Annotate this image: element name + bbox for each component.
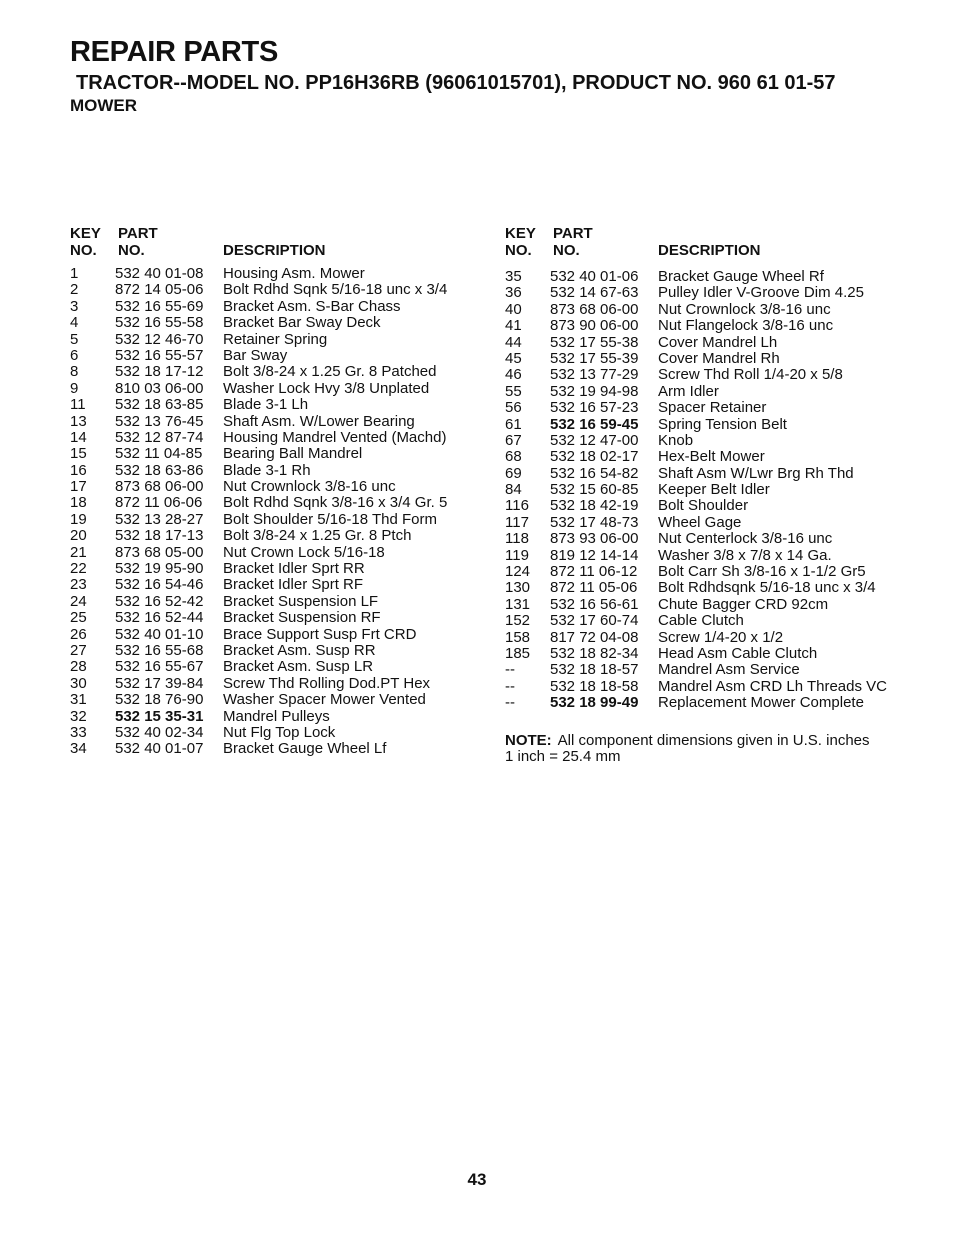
key-number: 28 — [70, 658, 87, 676]
table-row — [70, 561, 470, 577]
key-header-line2: NO. — [70, 242, 97, 259]
part-description: Bolt Shoulder — [658, 497, 749, 515]
table-row — [505, 613, 925, 629]
key-header-line1: KEY — [70, 225, 101, 242]
part-number: 532 18 63-86 — [115, 461, 204, 479]
part-number: 532 18 82-34 — [550, 644, 639, 662]
part-number: 532 16 55-68 — [115, 641, 204, 659]
key-number: 9 — [70, 379, 79, 397]
part-description: Bracket Asm. Susp RR — [223, 641, 376, 659]
key-header-line2: NO. — [505, 242, 532, 259]
table-row — [70, 381, 470, 397]
part-description: Cable Clutch — [658, 612, 744, 630]
table-row — [505, 433, 925, 449]
model-subtitle: TRACTOR--MODEL NO. PP16H36RB (96061015701), PRODUCT NO. 960 61 01-57 — [76, 72, 836, 94]
key-number: 19 — [70, 510, 87, 528]
part-number: 532 11 04-85 — [115, 445, 203, 463]
part-description: Brace Support Susp Frt CRD — [223, 625, 417, 643]
table-row — [505, 515, 925, 531]
key-number: 31 — [70, 691, 87, 709]
part-description: Mandrel Asm Service — [658, 661, 800, 679]
key-number: 118 — [505, 530, 529, 548]
part-description: Blade 3-1 Lh — [223, 396, 309, 414]
part-description: Bolt Carr Sh 3/8-16 x 1-1/2 Gr5 — [658, 563, 866, 581]
part-description: Keeper Belt Idler — [658, 481, 770, 499]
part-description: Nut Flg Top Lock — [223, 723, 336, 741]
key-number: 69 — [505, 464, 522, 482]
part-number: 873 90 06-00 — [550, 317, 639, 335]
table-row — [70, 528, 470, 544]
part-number: 872 11 06-06 — [115, 494, 203, 512]
key-number: 4 — [70, 314, 79, 332]
part-description: Mandrel Pulleys — [223, 707, 330, 725]
key-number: 33 — [70, 723, 87, 741]
table-row — [505, 498, 925, 514]
part-number: 532 18 18-57 — [550, 661, 639, 679]
part-number: 532 17 48-73 — [550, 513, 639, 531]
part-number: 532 19 94-98 — [550, 382, 639, 400]
key-number: 67 — [505, 431, 522, 449]
part-number: 532 40 02-34 — [115, 723, 204, 741]
part-description: Bracket Asm. S-Bar Chass — [223, 297, 401, 315]
table-row — [505, 531, 925, 547]
part-number: 873 68 06-00 — [115, 478, 204, 496]
part-description: Bolt 3/8-24 x 1.25 Gr. 8 Patched — [223, 363, 437, 381]
part-header-line1: PART — [118, 225, 158, 242]
part-description: Housing Mandrel Vented (Machd) — [223, 428, 447, 446]
key-number: 5 — [70, 330, 79, 348]
part-number: 872 11 06-12 — [550, 563, 638, 581]
key-number: 20 — [70, 527, 87, 545]
description-header: DESCRIPTION — [223, 242, 326, 259]
part-description: Screw Thd Rolling Dod.PT Hex — [223, 674, 431, 692]
note-label: NOTE: — [505, 732, 552, 749]
part-description: Screw 1/4-20 x 1/2 — [658, 628, 784, 646]
part-description: Bolt Shoulder 5/16-18 Thd Form — [223, 510, 438, 528]
table-row — [70, 659, 470, 675]
part-description: Replacement Mower Complete — [658, 694, 864, 712]
part-number: 873 93 06-00 — [550, 530, 639, 548]
part-number: 532 18 42-19 — [550, 497, 639, 515]
key-number: 56 — [505, 399, 522, 417]
part-description: Spacer Retainer — [658, 399, 767, 417]
part-description: Retainer Spring — [223, 330, 328, 348]
key-number: 55 — [505, 382, 522, 400]
table-row — [70, 709, 470, 725]
part-number: 532 40 01-06 — [550, 268, 639, 285]
parts-table-left — [70, 225, 470, 758]
table-row — [70, 479, 470, 495]
key-number: 117 — [505, 513, 529, 531]
part-description: Bolt Rdhd Sqnk 3/8-16 x 3/4 Gr. 5 — [223, 494, 448, 512]
part-number: 532 19 95-90 — [115, 560, 204, 578]
table-row — [70, 397, 470, 413]
page-title: REPAIR PARTS — [70, 36, 279, 68]
part-header-line2: NO. — [118, 242, 145, 259]
key-number: 119 — [505, 546, 529, 564]
table-row — [70, 315, 470, 331]
key-number: 27 — [70, 641, 87, 659]
part-description: Bolt 3/8-24 x 1.25 Gr. 8 Ptch — [223, 527, 412, 545]
table-row — [505, 335, 925, 351]
part-description: Bolt Rdhdsqnk 5/16-18 unc x 3/4 — [658, 579, 876, 597]
part-description: Bracket Idler Sprt RF — [223, 576, 364, 594]
table-row — [505, 679, 925, 695]
part-number: 532 18 99-49 — [550, 694, 639, 712]
part-number: 532 40 01-07 — [115, 740, 204, 758]
part-description: Arm Idler — [658, 382, 719, 400]
table-row — [505, 318, 925, 334]
part-description: Bar Sway — [223, 346, 288, 364]
part-number: 532 12 87-74 — [115, 428, 204, 446]
key-number: 152 — [505, 612, 531, 630]
key-number: 15 — [70, 445, 87, 463]
key-number: 36 — [505, 284, 522, 302]
table-row — [70, 725, 470, 741]
table-row — [70, 643, 470, 659]
table-row — [505, 367, 925, 383]
key-number: 84 — [505, 481, 522, 499]
key-number: 21 — [70, 543, 87, 561]
table-row — [505, 564, 925, 580]
key-number: 44 — [505, 333, 522, 351]
table-row — [505, 695, 925, 711]
part-number: 532 14 67-63 — [550, 284, 639, 302]
table-row — [70, 512, 470, 528]
part-description: Cover Mandrel Lh — [658, 333, 778, 351]
part-description: Knob — [658, 431, 694, 449]
part-number: 532 18 63-85 — [115, 396, 204, 414]
part-number: 532 17 39-84 — [115, 674, 204, 692]
table-row — [70, 463, 470, 479]
part-number: 532 18 17-13 — [115, 527, 204, 545]
part-number: 532 12 47-00 — [550, 431, 639, 449]
part-description: Nut Crown Lock 5/16-18 — [223, 543, 385, 561]
table-row — [505, 302, 925, 318]
part-description: Bearing Ball Mandrel — [223, 445, 363, 463]
part-number: 532 40 01-10 — [115, 625, 204, 643]
part-description: Nut Centerlock 3/8-16 unc — [658, 530, 833, 548]
dimension-note — [505, 733, 925, 766]
key-number: 158 — [505, 628, 531, 646]
part-number: 819 12 14-14 — [550, 546, 639, 564]
key-number: 13 — [70, 412, 87, 430]
key-number: 45 — [505, 349, 522, 367]
key-number: 1 — [70, 265, 79, 282]
table-row — [505, 630, 925, 646]
table-row — [70, 348, 470, 364]
parts-list-right — [505, 269, 925, 712]
part-number: 532 13 77-29 — [550, 366, 639, 384]
description-header: DESCRIPTION — [658, 242, 761, 259]
key-number: 34 — [70, 740, 87, 758]
part-number: 532 15 60-85 — [550, 481, 639, 499]
part-number: 817 72 04-08 — [550, 628, 639, 646]
table-row — [70, 266, 470, 282]
table-row — [70, 282, 470, 298]
key-number: 17 — [70, 478, 87, 496]
part-description: Bracket Gauge Wheel Rf — [658, 268, 824, 285]
part-description: Bracket Idler Sprt RR — [223, 560, 365, 578]
key-number: 40 — [505, 300, 522, 318]
key-number: 18 — [70, 494, 87, 512]
part-description: Head Asm Cable Clutch — [658, 644, 818, 662]
part-number: 532 16 55-57 — [115, 346, 204, 364]
key-number: 2 — [70, 281, 79, 299]
table-row — [70, 495, 470, 511]
key-number: -- — [505, 661, 515, 679]
part-description: Cover Mandrel Rh — [658, 349, 780, 367]
part-number: 532 16 59-45 — [550, 415, 639, 433]
key-number: -- — [505, 677, 515, 695]
part-number: 810 03 06-00 — [115, 379, 204, 397]
part-number: 532 17 60-74 — [550, 612, 639, 630]
table-row — [505, 417, 925, 433]
table-row — [505, 351, 925, 367]
key-number: -- — [505, 694, 515, 712]
table-row — [505, 384, 925, 400]
key-number: 35 — [505, 268, 522, 285]
key-number: 41 — [505, 317, 522, 335]
part-description: Bracket Bar Sway Deck — [223, 314, 381, 332]
key-number: 6 — [70, 346, 79, 364]
part-number: 532 16 55-69 — [115, 297, 204, 315]
table-row — [505, 466, 925, 482]
key-number: 3 — [70, 297, 79, 315]
table-row — [70, 692, 470, 708]
table-row — [70, 545, 470, 561]
key-number: 14 — [70, 428, 87, 446]
part-number: 872 14 05-06 — [115, 281, 204, 299]
key-number: 46 — [505, 366, 522, 384]
note-text: All component dimensions given in U.S. inches — [557, 732, 870, 749]
part-description: Mandrel Asm CRD Lh Threads VC — [658, 677, 887, 695]
part-number: 532 16 52-42 — [115, 592, 204, 610]
table-header — [70, 225, 470, 259]
part-number: 532 13 28-27 — [115, 510, 204, 528]
table-row — [70, 364, 470, 380]
part-number: 532 17 55-39 — [550, 349, 639, 367]
table-row — [70, 676, 470, 692]
part-number: 532 16 57-23 — [550, 399, 639, 417]
key-header-line1: KEY — [505, 225, 536, 242]
part-number: 872 11 05-06 — [550, 579, 638, 597]
key-number: 116 — [505, 497, 529, 515]
part-description: Bolt Rdhd Sqnk 5/16-18 unc x 3/4 — [223, 281, 448, 299]
key-number: 124 — [505, 563, 531, 581]
table-row — [505, 548, 925, 564]
part-description: Screw Thd Roll 1/4-20 x 5/8 — [658, 366, 843, 384]
section-heading: MOWER — [70, 96, 138, 115]
key-number: 26 — [70, 625, 87, 643]
part-number: 532 18 17-12 — [115, 363, 204, 381]
part-description: Housing Asm. Mower — [223, 265, 365, 282]
table-row — [505, 269, 925, 285]
part-description: Nut Crownlock 3/8-16 unc — [658, 300, 831, 318]
table-row — [505, 400, 925, 416]
key-number: 30 — [70, 674, 87, 692]
key-number: 11 — [70, 396, 86, 414]
parts-table-right — [505, 225, 925, 712]
part-description: Washer Lock Hvy 3/8 Unplated — [223, 379, 430, 397]
part-description: Bracket Gauge Wheel Lf — [223, 740, 387, 758]
key-number: 32 — [70, 707, 87, 725]
key-number: 16 — [70, 461, 87, 479]
part-number: 532 16 55-67 — [115, 658, 204, 676]
table-row — [505, 449, 925, 465]
key-number: 23 — [70, 576, 87, 594]
part-description: Pulley Idler V-Groove Dim 4.25 — [658, 284, 864, 302]
table-row — [505, 646, 925, 662]
key-number: 130 — [505, 579, 531, 597]
key-number: 8 — [70, 363, 79, 381]
part-description: Nut Crownlock 3/8-16 unc — [223, 478, 396, 496]
key-number: 61 — [505, 415, 522, 433]
part-description: Chute Bagger CRD 92cm — [658, 595, 829, 613]
table-row — [505, 482, 925, 498]
part-number: 532 16 54-46 — [115, 576, 204, 594]
table-row — [70, 594, 470, 610]
part-description: Blade 3-1 Rh — [223, 461, 311, 479]
part-header-line2: NO. — [553, 242, 580, 259]
part-number: 532 16 54-82 — [550, 464, 639, 482]
part-description: Shaft Asm W/Lwr Brg Rh Thd — [658, 464, 854, 482]
table-row — [505, 580, 925, 596]
part-description: Shaft Asm. W/Lower Bearing — [223, 412, 415, 430]
table-row — [70, 414, 470, 430]
key-number: 131 — [505, 595, 531, 613]
table-header — [505, 225, 925, 259]
page-number: 43 — [467, 1170, 487, 1189]
part-number: 532 16 56-61 — [550, 595, 639, 613]
table-row — [70, 577, 470, 593]
part-number: 532 12 46-70 — [115, 330, 204, 348]
table-row — [70, 430, 470, 446]
table-row — [505, 662, 925, 678]
note-conversion: 1 inch = 25.4 mm — [505, 748, 621, 766]
key-number: 24 — [70, 592, 87, 610]
part-number: 532 16 55-58 — [115, 314, 204, 332]
table-row — [70, 299, 470, 315]
part-description: Bracket Suspension LF — [223, 592, 379, 610]
key-number: 68 — [505, 448, 522, 466]
key-number: 22 — [70, 560, 87, 578]
part-number: 532 13 76-45 — [115, 412, 204, 430]
key-number: 185 — [505, 644, 531, 662]
key-number: 25 — [70, 609, 87, 627]
part-number: 532 40 01-08 — [115, 265, 204, 282]
part-number: 532 18 76-90 — [115, 691, 204, 709]
part-number: 532 18 02-17 — [550, 448, 639, 466]
table-row — [505, 597, 925, 613]
part-number: 532 15 35-31 — [115, 707, 204, 725]
table-row — [70, 627, 470, 643]
parts-list-left — [70, 266, 470, 758]
part-number: 532 18 18-58 — [550, 677, 639, 695]
table-row — [70, 610, 470, 626]
part-header-line1: PART — [553, 225, 593, 242]
part-description: Wheel Gage — [658, 513, 742, 531]
part-description: Washer Spacer Mower Vented — [223, 691, 426, 709]
table-row — [70, 741, 470, 757]
table-row — [70, 332, 470, 348]
part-number: 873 68 06-00 — [550, 300, 639, 318]
table-row — [505, 285, 925, 301]
part-description: Bracket Suspension RF — [223, 609, 381, 627]
part-number: 532 16 52-44 — [115, 609, 204, 627]
part-number: 873 68 05-00 — [115, 543, 204, 561]
part-description: Hex-Belt Mower — [658, 448, 765, 466]
part-description: Nut Flangelock 3/8-16 unc — [658, 317, 834, 335]
part-number: 532 17 55-38 — [550, 333, 639, 351]
part-description: Spring Tension Belt — [658, 415, 787, 433]
part-description: Bracket Asm. Susp LR — [223, 658, 374, 676]
table-row — [70, 446, 470, 462]
part-description: Washer 3/8 x 7/8 x 14 Ga. — [658, 546, 832, 564]
